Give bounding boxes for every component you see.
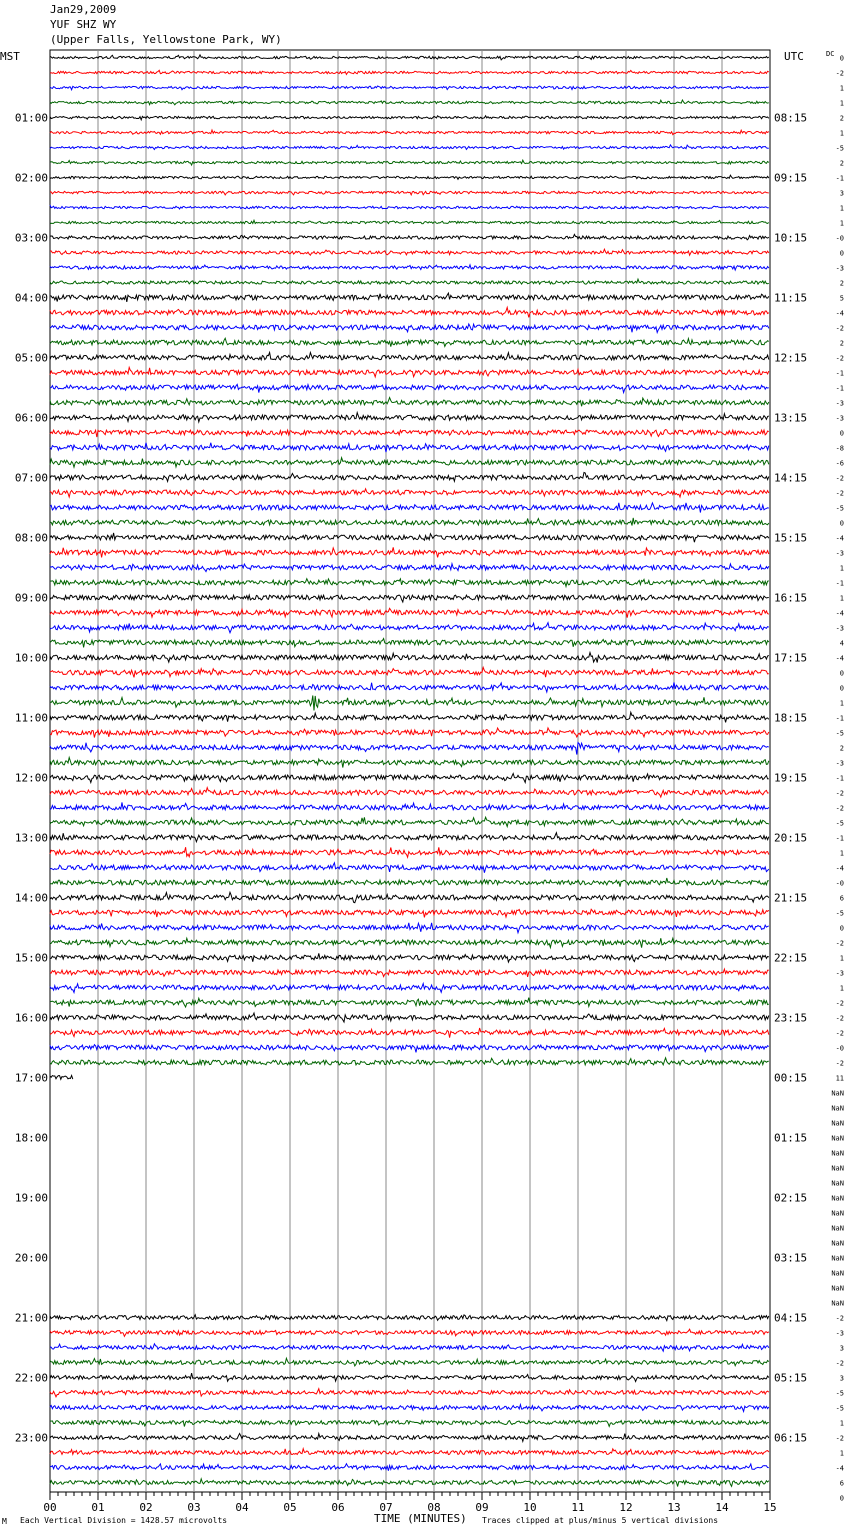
x-tick-label: 14 xyxy=(715,1501,729,1514)
dc-offset-label: NaN xyxy=(831,1224,844,1233)
x-tick-label: 09 xyxy=(475,1501,489,1514)
trace-line xyxy=(50,1449,769,1455)
trace-line xyxy=(50,1479,769,1487)
trace-line xyxy=(50,413,769,422)
trace-line xyxy=(50,249,769,255)
dc-offset-label: NaN xyxy=(831,1164,844,1173)
dc-offset-label: -3 xyxy=(835,759,844,768)
hour-label-utc: 13:15 xyxy=(774,411,808,425)
trace-line xyxy=(50,863,769,873)
dc-offset-label: -3 xyxy=(835,264,844,273)
trace-line xyxy=(50,969,769,977)
trace-line xyxy=(50,70,769,74)
x-tick-label: 10 xyxy=(523,1501,537,1514)
dc-offset-label: 4 xyxy=(839,639,844,648)
hour-label-mst: 20:00 xyxy=(14,1251,48,1265)
dc-offset-label: NaN xyxy=(831,1194,844,1203)
dc-offset-label: NaN xyxy=(831,1269,844,1278)
dc-offset-label: 3 xyxy=(839,189,844,198)
trace-line xyxy=(50,145,769,150)
dc-offset-label: 3 xyxy=(839,1344,844,1353)
trace-line xyxy=(50,892,769,902)
dc-offset-label: 0 xyxy=(839,429,844,438)
dc-offset-label: NaN xyxy=(831,1239,844,1248)
trace-line xyxy=(50,847,769,857)
x-axis-title: TIME (MINUTES) xyxy=(374,1512,467,1525)
dc-offset-label: 5 xyxy=(839,294,844,303)
trace-line xyxy=(50,953,769,962)
trace-line xyxy=(50,307,769,317)
hour-label-utc: 02:15 xyxy=(774,1191,808,1205)
dc-offset-label: 1 xyxy=(839,954,844,963)
dc-offset-label: 1 xyxy=(839,594,844,603)
hour-label-utc: 15:15 xyxy=(774,531,808,545)
hour-label-utc: 23:15 xyxy=(774,1011,808,1025)
hour-label-utc: 04:15 xyxy=(774,1311,808,1325)
trace-line xyxy=(50,265,769,270)
trace-line xyxy=(50,833,769,842)
dc-offset-label: 1 xyxy=(839,219,844,228)
seismic-traces xyxy=(50,55,769,1487)
trace-line xyxy=(50,473,769,482)
hour-label-mst: 11:00 xyxy=(14,711,48,725)
dc-offset-label: -3 xyxy=(835,624,844,633)
trace-line xyxy=(50,367,769,377)
x-tick-label: 07 xyxy=(379,1501,393,1514)
hour-label-utc: 14:15 xyxy=(774,471,808,485)
trace-line xyxy=(50,116,769,120)
dc-offset-label: -5 xyxy=(835,1389,844,1398)
trace-line xyxy=(50,743,769,755)
station-location: (Upper Falls, Yellowstone Park, WY) xyxy=(50,33,282,46)
dc-offset-label: NaN xyxy=(831,1284,844,1293)
trace-line xyxy=(50,817,769,826)
dc-offset-label: -4 xyxy=(835,609,844,618)
hour-label-mst: 07:00 xyxy=(14,471,48,485)
trace-line xyxy=(50,1045,769,1053)
clip-note: Traces clipped at plus/minus 5 vertical divisions xyxy=(482,1516,719,1525)
dc-offset-label: 6 xyxy=(839,894,844,903)
hour-label-mst: 16:00 xyxy=(14,1011,48,1025)
hour-label-utc: 17:15 xyxy=(774,651,808,665)
dc-offset-label: -2 xyxy=(835,1029,844,1038)
trace-line xyxy=(50,279,769,284)
dc-offset-label: -2 xyxy=(835,1014,844,1023)
dc-offset-label: NaN xyxy=(831,1209,844,1218)
trace-line xyxy=(50,1013,769,1022)
hour-label-mst: 17:00 xyxy=(14,1071,48,1085)
trace-line xyxy=(50,653,769,663)
dc-offset-label: -5 xyxy=(835,144,844,153)
dc-offset-label: -8 xyxy=(835,444,844,453)
x-tick-label: 13 xyxy=(667,1501,681,1514)
trace-line xyxy=(50,774,769,783)
record-date: Jan29,2009 xyxy=(50,3,117,16)
dc-offset-label: -0 xyxy=(835,879,844,888)
trace-line xyxy=(50,682,769,692)
trace-line xyxy=(50,518,769,526)
dc-offset-label: -1 xyxy=(835,714,844,723)
trace-line xyxy=(50,1389,769,1397)
trace-line xyxy=(50,712,769,722)
dc-offset-label: NaN xyxy=(831,1089,844,1098)
dc-offset-label: -0 xyxy=(835,1044,844,1053)
trace-line xyxy=(50,458,769,468)
trace-line xyxy=(50,1329,769,1336)
dc-offset-label: -3 xyxy=(835,414,844,423)
dc-offset-label: 0 xyxy=(839,519,844,528)
hour-label-mst: 13:00 xyxy=(14,831,48,845)
trace-line xyxy=(50,130,769,135)
trace-line xyxy=(50,758,769,768)
trace-line xyxy=(50,909,769,917)
hour-label-utc: 19:15 xyxy=(774,771,808,785)
trace-line xyxy=(50,234,769,239)
hour-label-mst: 19:00 xyxy=(14,1191,48,1205)
dc-offset-label: -2 xyxy=(835,1359,844,1368)
trace-line xyxy=(50,1464,769,1471)
x-tick-label: 11 xyxy=(571,1501,585,1514)
dc-offset-label: -2 xyxy=(835,489,844,498)
trace-line xyxy=(50,175,769,179)
dc-offset-label: -2 xyxy=(835,939,844,948)
dc-offset-label: -4 xyxy=(835,654,844,663)
dc-offset-label: -5 xyxy=(835,1404,844,1413)
trace-line xyxy=(50,595,769,602)
trace-line xyxy=(50,1076,73,1080)
x-tick-label: 00 xyxy=(43,1501,57,1514)
dc-offset-label: -3 xyxy=(835,399,844,408)
trace-line xyxy=(50,293,769,302)
hour-label-utc: 08:15 xyxy=(774,111,808,125)
x-tick-label: 12 xyxy=(619,1501,633,1514)
dc-offset-label: -4 xyxy=(835,864,844,873)
trace-line xyxy=(50,353,769,360)
trace-line xyxy=(50,338,769,346)
dc-offset-label: -1 xyxy=(835,174,844,183)
dc-offset-label: -1 xyxy=(835,579,844,588)
trace-line xyxy=(50,667,769,677)
x-tick-label: 05 xyxy=(283,1501,297,1514)
mst-axis-label: MST xyxy=(0,50,20,63)
dc-offset-label: 0 xyxy=(839,669,844,678)
dc-offset-label: -2 xyxy=(835,804,844,813)
scale-note: Each Vertical Division = 1428.57 microvolts xyxy=(20,1516,228,1525)
dc-offset-label: -4 xyxy=(835,534,844,543)
dc-offset-label: NaN xyxy=(831,1299,844,1308)
dc-offset-label: -5 xyxy=(835,729,844,738)
dc-offset-label: 6 xyxy=(839,1479,844,1488)
trace-line xyxy=(50,998,769,1007)
x-tick-label: 15 xyxy=(763,1501,777,1514)
trace-line xyxy=(50,398,769,407)
dc-header-label: DC xyxy=(826,50,835,58)
dc-offset-label: 1 xyxy=(839,84,844,93)
trace-line xyxy=(50,984,769,993)
dc-offset-label: 3 xyxy=(839,1374,844,1383)
axis-labels xyxy=(0,50,844,1514)
dc-offset-label: -2 xyxy=(835,1059,844,1068)
hour-label-utc: 11:15 xyxy=(774,291,808,305)
trace-line xyxy=(50,547,769,557)
trace-line xyxy=(50,100,769,105)
trace-line xyxy=(50,503,769,513)
trace-line xyxy=(50,384,769,392)
hour-label-mst: 08:00 xyxy=(14,531,48,545)
trace-line xyxy=(50,489,769,497)
dc-offset-label: -1 xyxy=(835,369,844,378)
x-tick-label: 03 xyxy=(187,1501,201,1514)
hour-label-mst: 03:00 xyxy=(14,231,48,245)
trace-line xyxy=(50,728,769,738)
hour-label-mst: 14:00 xyxy=(14,891,48,905)
hour-label-utc: 10:15 xyxy=(774,231,808,245)
trace-line xyxy=(50,1434,769,1442)
hour-label-mst: 10:00 xyxy=(14,651,48,665)
trace-line xyxy=(50,1058,769,1065)
dc-offset-label: 0 xyxy=(839,1494,844,1503)
trace-line xyxy=(50,443,769,453)
trace-line xyxy=(50,533,769,542)
hour-label-mst: 04:00 xyxy=(14,291,48,305)
utc-axis-label: UTC xyxy=(784,50,804,63)
hour-label-utc: 01:15 xyxy=(774,1131,808,1145)
dc-offset-label: -4 xyxy=(835,1464,844,1473)
dc-offset-label: 1 xyxy=(839,564,844,573)
dc-offset-label: -1 xyxy=(835,774,844,783)
hour-label-utc: 22:15 xyxy=(774,951,808,965)
dc-offset-label: -0 xyxy=(835,234,844,243)
dc-offset-label: -5 xyxy=(835,504,844,513)
dc-offset-label: -3 xyxy=(835,1329,844,1338)
dc-offset-label: -2 xyxy=(835,1314,844,1323)
hour-label-utc: 20:15 xyxy=(774,831,808,845)
trace-line xyxy=(50,639,769,648)
trace-line xyxy=(50,608,769,617)
hour-label-utc: 16:15 xyxy=(774,591,808,605)
trace-line xyxy=(50,1028,769,1038)
dc-offset-label: NaN xyxy=(831,1134,844,1143)
trace-line xyxy=(50,938,769,948)
dc-offset-label: NaN xyxy=(831,1149,844,1158)
dc-offset-label: -2 xyxy=(835,999,844,1008)
x-tick-label: 01 xyxy=(91,1501,105,1514)
trace-line xyxy=(50,802,769,810)
dc-offset-label: -2 xyxy=(835,474,844,483)
dc-offset-label: -2 xyxy=(835,1434,844,1443)
dc-offset-label: NaN xyxy=(831,1104,844,1113)
hour-label-mst: 01:00 xyxy=(14,111,48,125)
trace-line xyxy=(50,86,769,90)
dc-offset-label: 11 xyxy=(835,1074,844,1083)
dc-offset-label: -1 xyxy=(835,384,844,393)
dc-offset-label: 2 xyxy=(839,159,844,168)
dc-offset-label: 1 xyxy=(839,99,844,108)
trace-line xyxy=(50,1358,769,1366)
hour-label-utc: 00:15 xyxy=(774,1071,808,1085)
dc-offset-label: -3 xyxy=(835,549,844,558)
x-tick-label: 04 xyxy=(235,1501,249,1514)
dc-offset-label: -2 xyxy=(835,789,844,798)
trace-line xyxy=(50,220,769,224)
trace-line xyxy=(50,55,769,60)
dc-offset-label: 0 xyxy=(839,924,844,933)
hour-label-utc: 18:15 xyxy=(774,711,808,725)
trace-line xyxy=(50,205,769,209)
trace-line xyxy=(50,878,769,887)
trace-line xyxy=(50,923,769,933)
hour-label-mst: 02:00 xyxy=(14,171,48,185)
dc-offset-label: -4 xyxy=(835,309,844,318)
hour-label-mst: 12:00 xyxy=(14,771,48,785)
trace-line xyxy=(50,788,769,798)
hour-label-mst: 09:00 xyxy=(14,591,48,605)
hour-label-utc: 09:15 xyxy=(774,171,808,185)
hour-label-mst: 05:00 xyxy=(14,351,48,365)
trace-line xyxy=(50,623,769,633)
dc-offset-label: -1 xyxy=(835,834,844,843)
hour-label-utc: 21:15 xyxy=(774,891,808,905)
dc-offset-label: 0 xyxy=(839,684,844,693)
trace-line xyxy=(50,1420,769,1427)
x-tick-label: 06 xyxy=(331,1501,345,1514)
trace-line xyxy=(50,696,769,711)
trace-line xyxy=(50,1315,769,1321)
dc-offset-label: 1 xyxy=(839,849,844,858)
trace-line xyxy=(50,324,769,333)
dc-offset-label: 2 xyxy=(839,339,844,348)
dc-offset-label: -2 xyxy=(835,69,844,78)
trace-line xyxy=(50,564,769,572)
dc-offset-label: NaN xyxy=(831,1179,844,1188)
dc-offset-label: -5 xyxy=(835,819,844,828)
x-tick-label: 02 xyxy=(139,1501,153,1514)
dc-offset-label: 0 xyxy=(839,249,844,258)
dc-offset-label: NaN xyxy=(831,1119,844,1128)
trace-line xyxy=(50,579,769,587)
dc-offset-label: 2 xyxy=(839,279,844,288)
dc-offset-label: -3 xyxy=(835,969,844,978)
trace-line xyxy=(50,430,769,438)
trace-line xyxy=(50,160,769,165)
dc-offset-label: 1 xyxy=(839,699,844,708)
dc-offset-label: 1 xyxy=(839,1419,844,1428)
dc-offset-label: 1 xyxy=(839,984,844,993)
dc-offset-label: -2 xyxy=(835,354,844,363)
dc-offset-label: 1 xyxy=(839,204,844,213)
dc-offset-label: 2 xyxy=(839,744,844,753)
trace-line xyxy=(50,1373,769,1381)
corner-mark: M xyxy=(2,1517,7,1526)
dc-offset-label: -2 xyxy=(835,324,844,333)
dc-offset-label: -5 xyxy=(835,909,844,918)
trace-line xyxy=(50,191,769,195)
hour-label-utc: 12:15 xyxy=(774,351,808,365)
dc-offset-label: 2 xyxy=(839,114,844,123)
hour-label-utc: 06:15 xyxy=(774,1431,808,1445)
hour-label-mst: 15:00 xyxy=(14,951,48,965)
dc-offset-label: 1 xyxy=(839,1449,844,1458)
x-tick-label: 08 xyxy=(427,1501,441,1514)
hour-label-utc: 05:15 xyxy=(774,1371,808,1385)
station-code: YUF SHZ WY xyxy=(50,18,117,31)
dc-offset-label: NaN xyxy=(831,1254,844,1263)
dc-offset-label: 0 xyxy=(839,54,844,63)
trace-line xyxy=(50,1405,769,1412)
trace-line xyxy=(50,1344,769,1351)
dc-offset-label: -6 xyxy=(835,459,844,468)
hour-label-mst: 18:00 xyxy=(14,1131,48,1145)
hour-label-mst: 23:00 xyxy=(14,1431,48,1445)
dc-offset-label: 1 xyxy=(839,129,844,138)
hour-label-mst: 06:00 xyxy=(14,411,48,425)
hour-label-utc: 03:15 xyxy=(774,1251,808,1265)
hour-label-mst: 22:00 xyxy=(14,1371,48,1385)
hour-label-mst: 21:00 xyxy=(14,1311,48,1325)
